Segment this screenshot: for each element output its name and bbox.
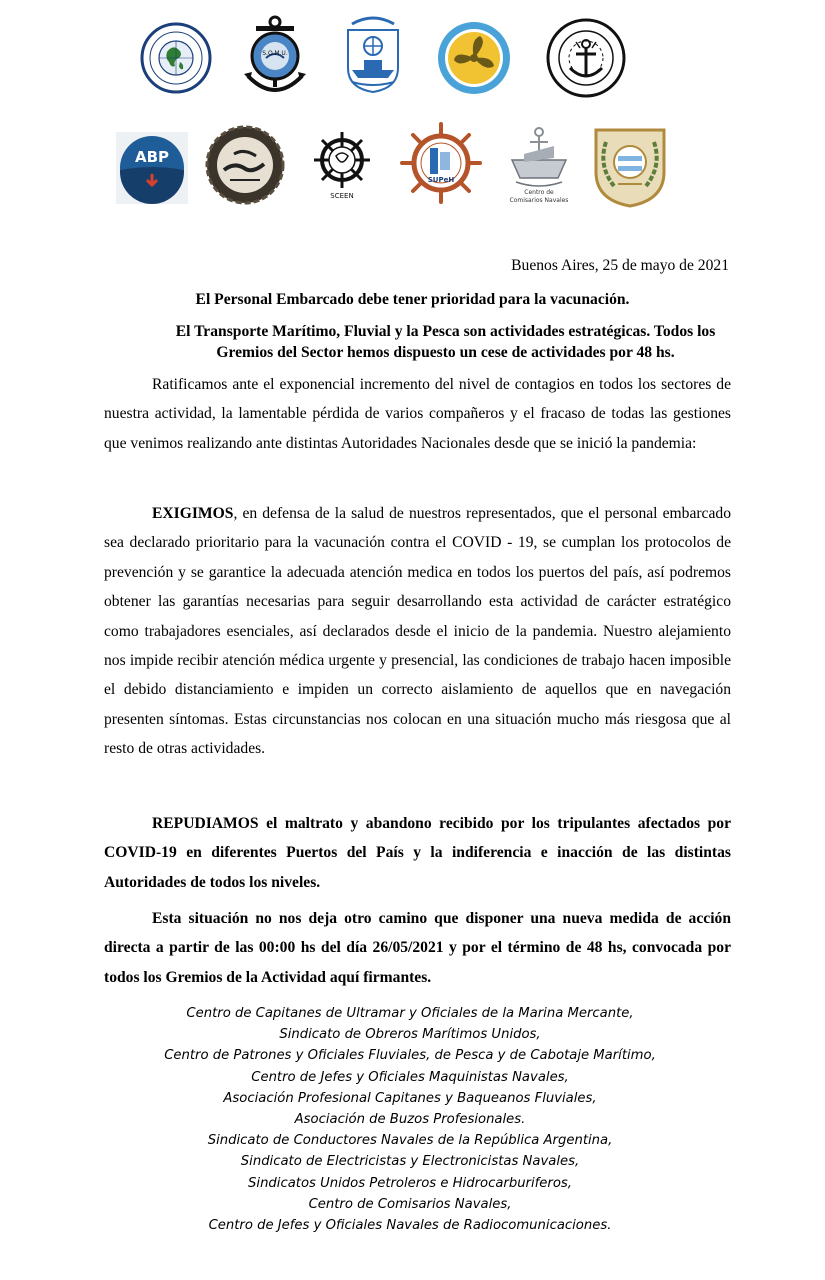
abp-logo-text: ABP	[134, 148, 170, 166]
logo-supeh	[398, 120, 484, 206]
comisarios-seal-text-1: Centro de	[524, 189, 554, 196]
document-date: Buenos Aires, 25 de mayo de 2021	[511, 257, 729, 274]
paragraph-exigimos	[104, 499, 731, 764]
headline-vaccination: El Personal Embarcado debe tener prioridad para la vacunación.	[195, 291, 630, 308]
exigimos-lead: EXIGIMOS	[152, 505, 234, 522]
logo-centro-maquinistas	[436, 20, 512, 96]
logo-centro-patrones	[338, 14, 408, 96]
logo-asoc-capitanes-baqueanos	[546, 18, 626, 98]
signatory: Centro de Comisarios Navales,	[308, 1196, 512, 1212]
globe-seal-icon	[140, 22, 212, 94]
anchor-seal-icon	[242, 14, 308, 98]
somu-seal-text: S.O.M.U.	[262, 50, 288, 57]
helm-seal-icon	[304, 126, 380, 202]
signatory: Centro de Jefes y Oficiales Navales de Radiocomunicaciones.	[208, 1218, 612, 1234]
signatory: Centro de Capitanes de Ultramar y Oficiales de la Marina Mercante,	[186, 1006, 634, 1021]
sceen-seal-text: SCEEN	[330, 192, 354, 200]
signatory: Centro de Patrones y Oficiales Fluviales, de Pesca y de Cabotaje Marítimo,	[164, 1048, 656, 1064]
logo-centro-comisarios	[504, 124, 574, 208]
signatories-list	[140, 1003, 680, 1236]
logo-centro-capitanes	[140, 22, 212, 94]
logo-abp	[116, 132, 188, 204]
signatory: Sindicato de Conductores Navales de la República Argentina,	[207, 1133, 613, 1149]
gear-handshake-seal-icon	[204, 124, 286, 206]
paragraph-repudiamos: REPUDIAMOS el maltrato y abandono recibido por los tripulantes afectados por COVID-19 en diferentes Puertos del País y la indiferencia e inacción de las distintas Autoridades de todos los niveles.	[104, 815, 731, 891]
supeh-seal-text: SUPeH	[427, 176, 455, 184]
signatory: Centro de Jefes y Oficiales Maquinistas Navales,	[251, 1069, 569, 1085]
logo-centro-radiocomunicaciones	[588, 124, 672, 208]
helm-wheel-seal-icon	[398, 120, 484, 206]
ship-emblem-icon	[504, 124, 574, 208]
logo-sceen	[304, 126, 380, 202]
signatory: Sindicatos Unidos Petroleros e Hidrocarburiferos,	[248, 1175, 572, 1191]
paragraph-medida: Esta situación no nos deja otro camino que disponer una nueva medida de acción directa a partir de las 00:00 hs del día 26/05/2021 y por el término de 48 hs, convocada por todos los Gremios de la Actividad aquí firmantes.	[104, 910, 731, 986]
propeller-seal-icon	[436, 20, 512, 96]
paragraph-ratificamos: Ratificamos ante el exponencial incremento del nivel de contagios en todos los sectores de nuestra actividad, la lamentable pérdida de varios compañeros y el fracaso de todas las gestiones que venimos realizando ante distintas Autoridades Nacionales desde que se inició la pandemia:	[104, 376, 731, 452]
headline-strike: El Transporte Marítimo, Fluvial y la Pesca son actividades estratégicas. Todos los Gremios del Sector hemos dispuesto un cese de actividades por 48 hs.	[175, 323, 716, 361]
signatory: Asociación Profesional Capitanes y Baqueanos Fluviales,	[223, 1090, 597, 1106]
abp-logo-icon	[116, 132, 188, 204]
signatory: Sindicato de Obreros Marítimos Unidos,	[279, 1027, 541, 1043]
logo-somu	[242, 14, 308, 98]
logo-sindicato-conductores	[204, 124, 286, 206]
exigimos-body: , en defensa de la salud de nuestros representados, que el personal embarcado sea declarado prioritario para la vacunación contra el COVID - 19, se cumplan los protocolos de prevención y se garantice la adecuada atención medica en todos los puertos del país, así podremos obtener las garantías necesarias para seguir desarrollando esta actividad de carácter estratégico como trabajadores esenciales, así declarados desde el inicio de la pandemia. Nuestro alejamiento nos impide recibir atención médica urgente y presencial, las condiciones de trabajo hacen imposible el debido distanciamiento e impiden un correcto aislamiento de aquellos que en navegación presenten síntomas. Estas circunstancias nos colocan en una situación mucho más riesgosa que al resto de otras actividades.	[104, 505, 731, 758]
signatory: Sindicato de Electricistas y Electronicistas Navales,	[240, 1154, 580, 1170]
laurel-shield-seal-icon	[588, 124, 672, 208]
anchor-circle-seal-icon	[546, 18, 626, 98]
signatory: Asociación de Buzos Profesionales.	[294, 1112, 526, 1128]
comisarios-seal-text-2: Comisarios Navales	[509, 197, 569, 204]
ship-seal-icon	[338, 14, 408, 96]
